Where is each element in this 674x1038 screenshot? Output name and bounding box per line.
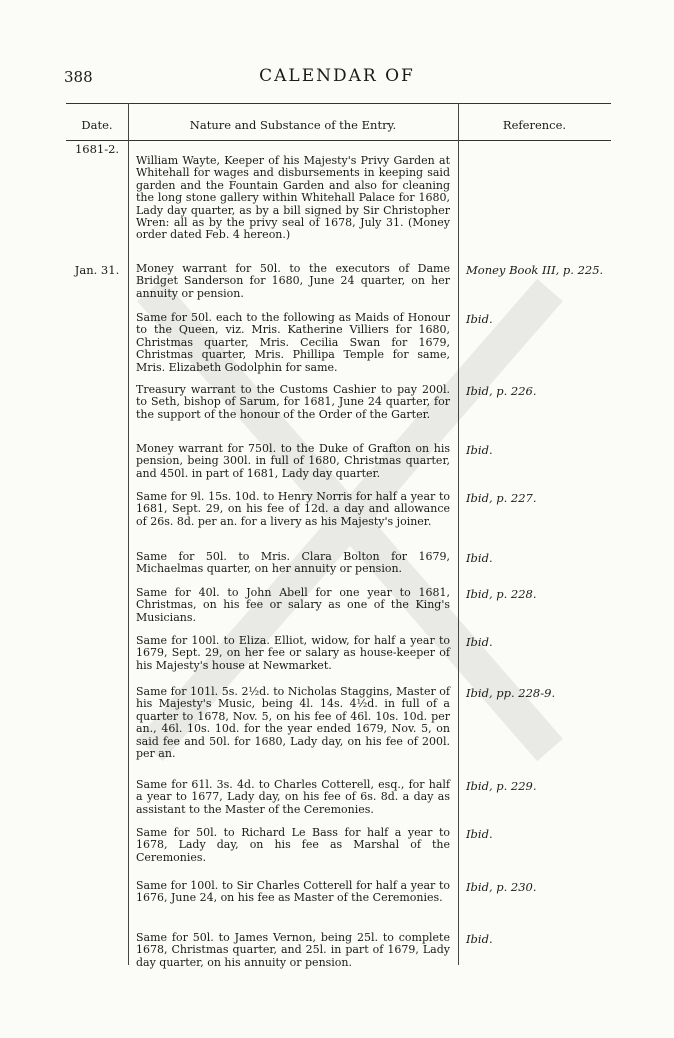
- entry-reference: Ibid.: [466, 932, 493, 946]
- entry-text: Same for 100l. to Sir Charles Cotterell for half a year to 1676, June 24, on his fee as Master of the Ceremonies.: [136, 879, 450, 905]
- table-top-rule: [66, 103, 611, 104]
- entry-text: Same for 100l. to Eliza. Elliot, widow, for half a year to 1679, Sept. 29, on her fee or salary as house-keeper of his Majesty's house at Newmarket.: [136, 634, 450, 672]
- entry-text: Same for 40l. to John Abell for one year to 1681, Christmas, on his fee or salary as one of the King's Musicians.: [136, 586, 450, 624]
- entry-text: Same for 101l. 5s. 2½d. to Nicholas Staggins, Master of his Majesty's Music, being 4l. 14s. 4½d. in full of a quarter to 1678, Nov. 5, on his fee of 46l. 10s. 10d. per an., 46l. 10s. 10d. for the year ended 1679, Nov. 5, on said fee and 50l. for 1680, Lady day, on his fee of 200l. per an.: [136, 685, 450, 761]
- entry-text: Same for 50l. to James Vernon, being 25l. to complete 1678, Christmas quarter, and 25l. in part of 1679, Lady day quarter, on his annuity or pension.: [136, 931, 450, 969]
- entry-reference: Ibid, p. 228.: [466, 587, 537, 601]
- entry-reference: Ibid.: [466, 443, 493, 457]
- entry-reference: Ibid, p. 230.: [466, 880, 537, 894]
- entry-text: Same for 50l. each to the following as Maids of Honour to the Queen, viz. Mris. Katherine Villiers for 1680, Christmas quarter, Mris. Cecilia Swan for 1679, Christmas quarter, Mris. Phillipa Temple for same, Mris. Elizabeth Godolphin for same.: [136, 311, 450, 374]
- column-divider-right: [458, 103, 459, 965]
- running-title: CALENDAR OF: [259, 66, 415, 86]
- entry-text: Same for 9l. 15s. 10d. to Henry Norris for half a year to 1681, Sept. 29, on his fee of 12d. a day and allowance of 26s. 8d. per an. for a livery as his Majesty's joiner.: [136, 490, 450, 528]
- entry-reference: Ibid, p. 227.: [466, 491, 537, 505]
- entry-reference: Ibid.: [466, 551, 493, 565]
- entry-reference: Ibid, pp. 228-9.: [466, 686, 556, 700]
- entry-date-jan31: Jan. 31.: [74, 263, 120, 277]
- entry-reference: Ibid, p. 229.: [466, 779, 537, 793]
- entry-reference: Ibid.: [466, 635, 493, 649]
- entry-reference: Ibid.: [466, 312, 493, 326]
- column-header-nature: Nature and Substance of the Entry.: [189, 118, 397, 132]
- entry-reference: Ibid.: [466, 827, 493, 841]
- entry-reference: Money Book III, p. 225.: [466, 263, 604, 277]
- entry-reference: Ibid, p. 226.: [466, 384, 537, 398]
- column-header-date: Date.: [81, 118, 113, 132]
- column-divider-left: [128, 103, 129, 965]
- entry-text: Money warrant for 750l. to the Duke of Grafton on his pension, being 300l. in full of 1680, Christmas quarter, and 450l. in part of 1681, Lady day quarter.: [136, 442, 450, 480]
- page-number: 388: [64, 68, 93, 86]
- column-header-reference: Reference.: [502, 118, 567, 132]
- entry-text: Same for 50l. to Richard Le Bass for half a year to 1678, Lady day, on his fee as Marshal of the Ceremonies.: [136, 826, 450, 864]
- entry-text: Money warrant for 50l. to the executors of Dame Bridget Sanderson for 1680, June 24 quarter, on her annuity or pension.: [136, 262, 450, 300]
- entry-text: William Wayte, Keeper of his Majesty's Privy Garden at Whitehall for wages and disbursements in keeping said garden and the Fountain Garden and also for cleaning the long stone gallery within Whitehall Palace for 1680, Lady day quarter, as by a bill signed by Sir Christopher Wren: all as by the privy seal of 1678, July 31. (Money order dated Feb. 4 hereon.): [136, 154, 450, 242]
- entry-date-1681: 1681-2.: [74, 142, 120, 156]
- table-header-rule: [66, 140, 611, 141]
- entry-text: Same for 61l. 3s. 4d. to Charles Cotterell, esq., for half a year to 1677, Lady day, on his fee of 6s. 8d. a day as assistant to the Master of the Ceremonies.: [136, 778, 450, 816]
- entry-text: Treasury warrant to the Customs Cashier to pay 200l. to Seth, bishop of Sarum, for 1681, June 24 quarter, for the support of the honour of the Order of the Garter.: [136, 383, 450, 421]
- entry-text: Same for 50l. to Mris. Clara Bolton for 1679, Michaelmas quarter, on her annuity or pension.: [136, 550, 450, 576]
